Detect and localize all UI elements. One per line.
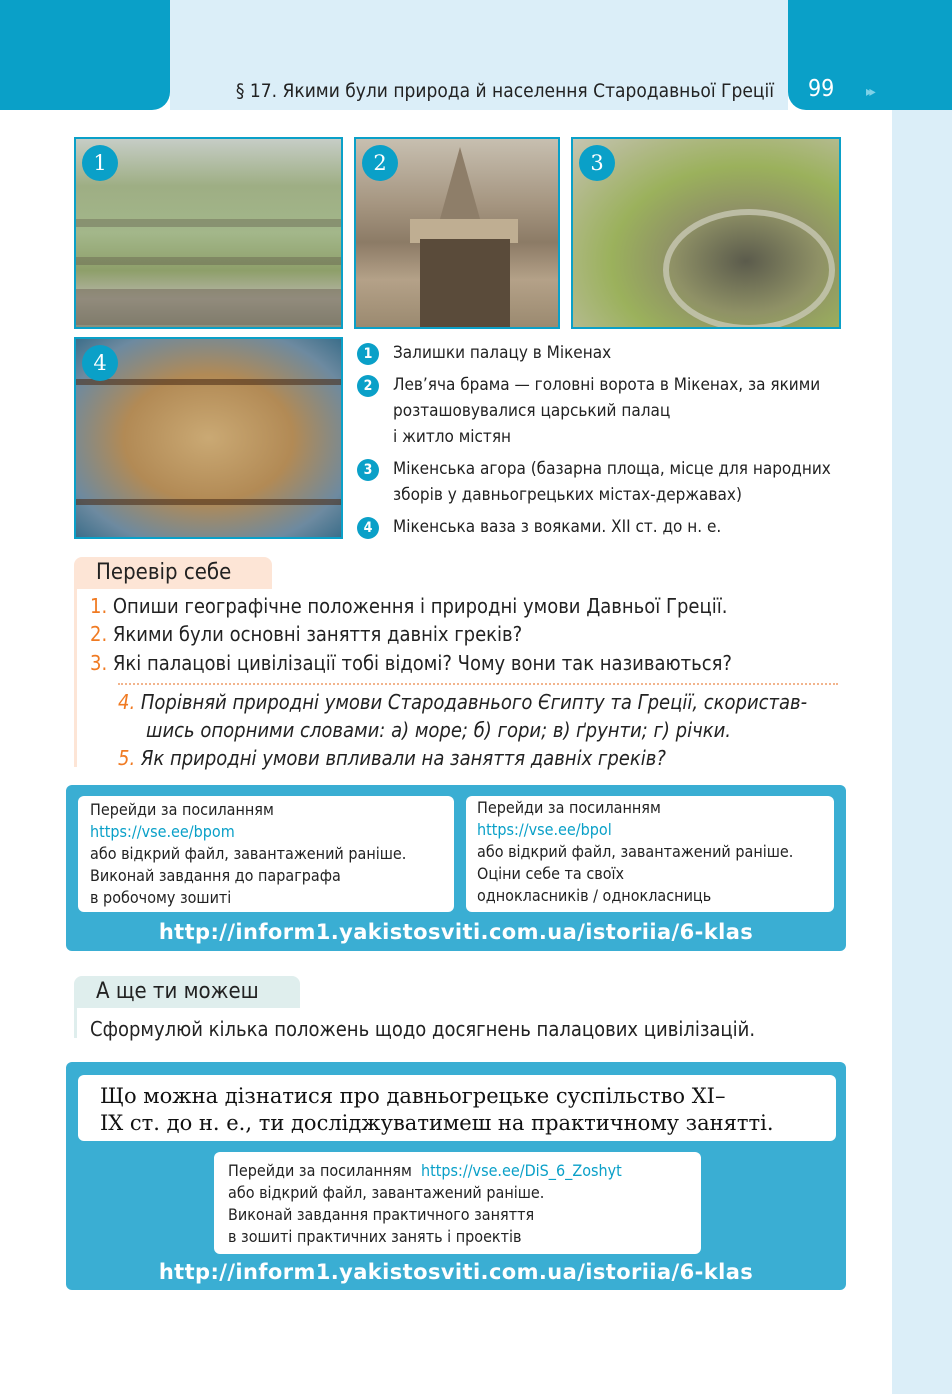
photo-palace-remains xyxy=(74,137,343,329)
caption-line: Лев’яча брама — головні ворота в Мікенах, за якими xyxy=(393,375,821,395)
resource-url[interactable]: http://inform1.yakistosviti.com.ua/istoriia/6-klas xyxy=(158,920,754,944)
question-1 xyxy=(90,592,727,620)
question-5 xyxy=(118,744,666,772)
terrace-wall xyxy=(76,219,341,227)
question-number: 4. xyxy=(118,690,136,714)
practical-link[interactable]: https://vse.ee/DiS_6_Zoshyt xyxy=(420,1161,622,1180)
card-text: Перейди за посиланням xyxy=(228,1161,412,1180)
question-number: 1. xyxy=(90,594,108,618)
terrace-wall xyxy=(76,257,341,265)
gate-opening xyxy=(420,239,510,329)
page-title: § 17. Якими були природа й населення Стародавньої Греції xyxy=(235,80,774,102)
grave-circle xyxy=(663,209,835,329)
question-number: 3. xyxy=(90,651,108,675)
card-line: або відкрий файл, завантажений раніше. xyxy=(228,1183,545,1202)
next-arrows-icon: ▸▸ xyxy=(866,84,873,100)
section-rule xyxy=(74,589,77,767)
photo-number-badge: 4 xyxy=(82,345,118,381)
photo-number-badge: 2 xyxy=(362,145,398,181)
caption-line: Мікенська агора (базарна площа, місце для народних xyxy=(393,459,831,479)
self-assessment-card xyxy=(466,796,834,912)
self-assessment-link[interactable]: https://vse.ee/bpol xyxy=(477,820,612,839)
photo-warrior-vase xyxy=(74,337,343,539)
caption-item xyxy=(357,372,837,450)
question-2 xyxy=(90,620,522,648)
page-number: 99 xyxy=(808,76,835,102)
caption-line: зборів у давньогрецьких містах-державах) xyxy=(393,485,742,505)
workbook-link[interactable]: https://vse.ee/bpom xyxy=(90,822,235,841)
caption-item xyxy=(357,340,837,366)
card-line: або відкрий файл, завантажений раніше. xyxy=(477,842,794,861)
practical-heading-line: IX ст. до н. е., ти досліджуватимеш на практичному занятті. xyxy=(100,1111,774,1135)
card-line: Перейди за посиланням xyxy=(90,800,274,819)
caption-number: 1 xyxy=(357,343,379,365)
header-left-block xyxy=(0,0,170,110)
practical-heading-line: Що можна дізнатися про давньогрецьке суспільство XI– xyxy=(100,1084,726,1108)
side-strip xyxy=(892,110,952,1394)
lion-relief xyxy=(440,147,480,219)
card-line: однокласників / однокласниць xyxy=(477,886,712,905)
caption-item xyxy=(357,456,837,508)
more-task-text: Сформулюй кілька положень щодо досягнень палацових цивілізацій. xyxy=(90,1017,756,1041)
card-line: в зошиті практичних занять і проектів xyxy=(228,1227,522,1246)
photo-captions xyxy=(357,340,837,546)
stone-wall xyxy=(76,289,341,325)
caption-number: 3 xyxy=(357,459,379,481)
caption-item xyxy=(357,514,837,540)
card-line: або відкрий файл, завантажений раніше. xyxy=(90,844,407,863)
caption-line: Залишки палацу в Мікенах xyxy=(393,343,612,363)
card-line: Виконай завдання до параграфа xyxy=(90,866,341,885)
caption-number: 4 xyxy=(357,517,379,539)
resource-url[interactable]: http://inform1.yakistosviti.com.ua/istoriia/6-klas xyxy=(158,1260,754,1284)
card-line xyxy=(228,1160,687,1182)
question-text: шись опорними словами: а) море; б) гори; в) ґрунти; г) річки. xyxy=(146,718,731,742)
question-text: Порівняй природні умови Стародавнього Єгипту та Греції, скористав- xyxy=(140,690,808,714)
practical-heading-card xyxy=(78,1075,836,1141)
card-line: в робочому зошиті xyxy=(90,888,232,907)
photo-number-badge: 3 xyxy=(579,145,615,181)
question-number: 2. xyxy=(90,622,108,646)
caption-line: розташовувалися царський палац xyxy=(393,401,671,421)
card-line: Виконай завдання практичного заняття xyxy=(228,1205,535,1224)
card-line: Оціни себе та своїх xyxy=(477,864,625,883)
question-text: Які палацові цивілізації тобі відомі? Чому вони так називаються? xyxy=(112,651,732,675)
photo-lion-gate xyxy=(354,137,560,329)
question-text: Якими були основні заняття давніх греків? xyxy=(112,622,523,646)
question-text: Опиши географічне положення і природні умови Давньої Греції. xyxy=(112,594,728,618)
check-yourself-heading: Перевір себе xyxy=(74,557,272,589)
question-3 xyxy=(90,649,732,677)
photo-agora xyxy=(571,137,841,329)
caption-number: 2 xyxy=(357,375,379,397)
photo-number-badge: 1 xyxy=(82,145,118,181)
vase-band xyxy=(76,499,341,505)
caption-line: і житло містян xyxy=(393,427,512,447)
more-heading: А ще ти можеш xyxy=(74,976,300,1008)
question-number: 5. xyxy=(118,746,136,770)
workbook-card xyxy=(78,796,454,912)
vase-band xyxy=(76,379,341,385)
dotted-separator xyxy=(118,683,838,685)
question-text: Як природні умови впливали на заняття давніх греків? xyxy=(140,746,666,770)
practical-card xyxy=(214,1152,701,1254)
section-rule xyxy=(74,1008,77,1038)
question-4 xyxy=(118,688,848,744)
caption-line: Мікенська ваза з вояками. XII ст. до н. е. xyxy=(393,517,722,537)
card-line: Перейди за посиланням xyxy=(477,798,661,817)
